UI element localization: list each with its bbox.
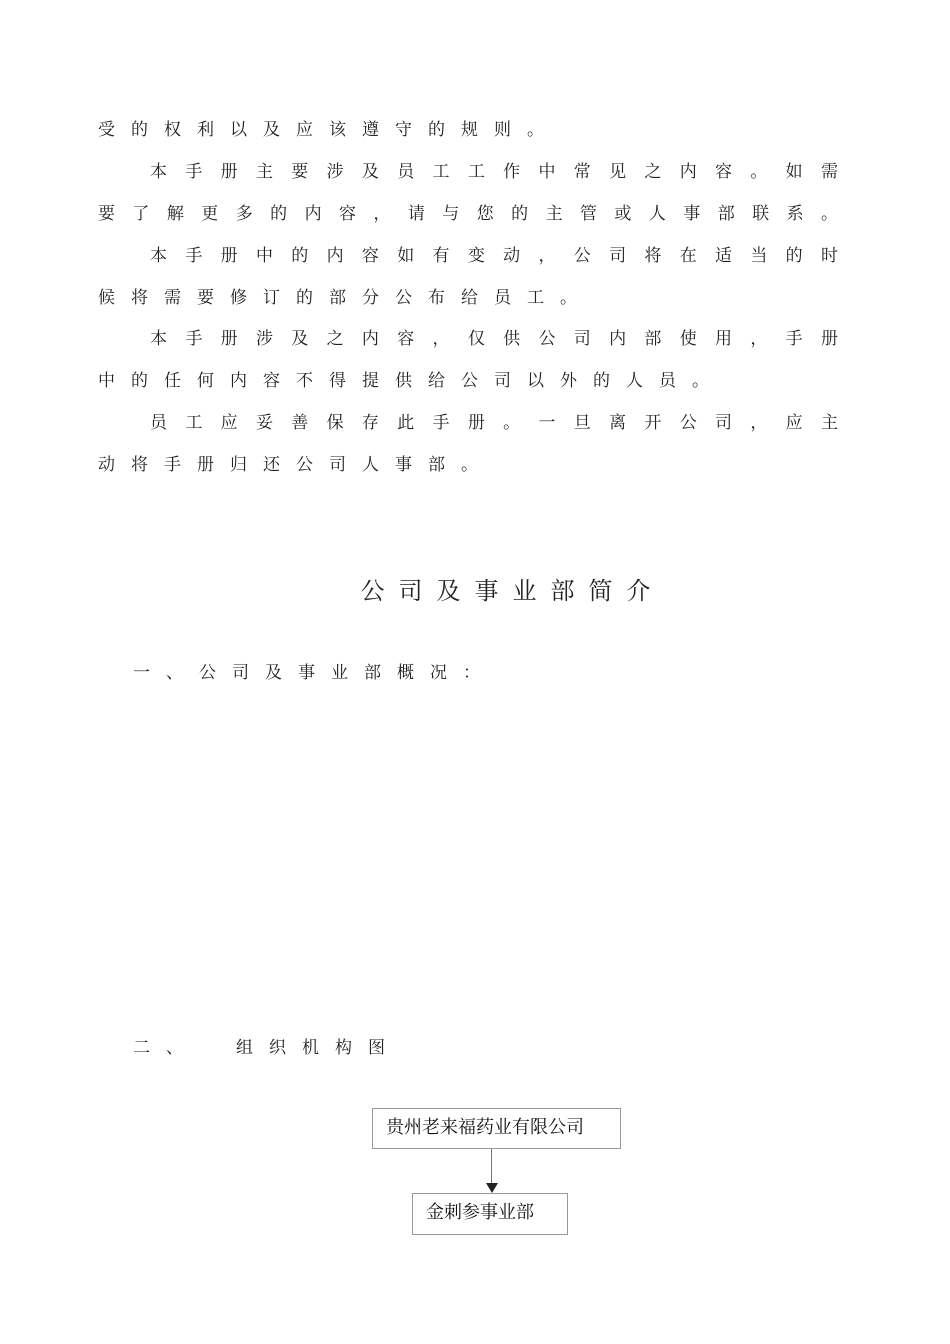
section-title: 公司及事业部简介 <box>360 577 665 605</box>
subsection-heading-2 <box>133 1036 401 1060</box>
paragraph-line: 本手册中的内容如有变动，公司将在适当的时 <box>150 246 838 266</box>
paragraph-line: 要了解更多的内容，请与您的主管或人事部联系。 <box>98 204 838 224</box>
paragraph-line: 动将手册归还公司人事部。 <box>98 455 494 475</box>
org-node-label: 金刺参事业部 <box>426 1202 534 1223</box>
subsection-number: 二、 <box>133 1038 199 1058</box>
paragraph-line: 候将需要修订的部分公布给员工。 <box>98 288 593 308</box>
paragraph-line: 员工应妥善保存此手册。一旦离开公司，应主 <box>150 413 838 433</box>
arrow-down-icon <box>486 1183 498 1193</box>
org-node-company <box>372 1108 621 1149</box>
org-node-division <box>412 1193 568 1235</box>
org-node-label: 贵州老来福药业有限公司 <box>386 1117 584 1138</box>
paragraph-line: 本手册主要涉及员工工作中常见之内容。如需 <box>150 162 838 182</box>
subsection-title: 组织机构图 <box>236 1038 401 1058</box>
paragraph-line: 本手册涉及之内容，仅供公司内部使用，手册 <box>150 329 838 349</box>
paragraph-line: 受的权利以及应该遵守的规则。 <box>98 120 560 140</box>
paragraph-line: 中的任何内容不得提供给公司以外的人员。 <box>98 371 725 391</box>
subsection-heading-1 <box>133 661 496 685</box>
subsection-title: 公司及事业部概况： <box>199 663 496 683</box>
org-connector-line <box>491 1149 492 1185</box>
subsection-number: 一、 <box>133 663 199 683</box>
